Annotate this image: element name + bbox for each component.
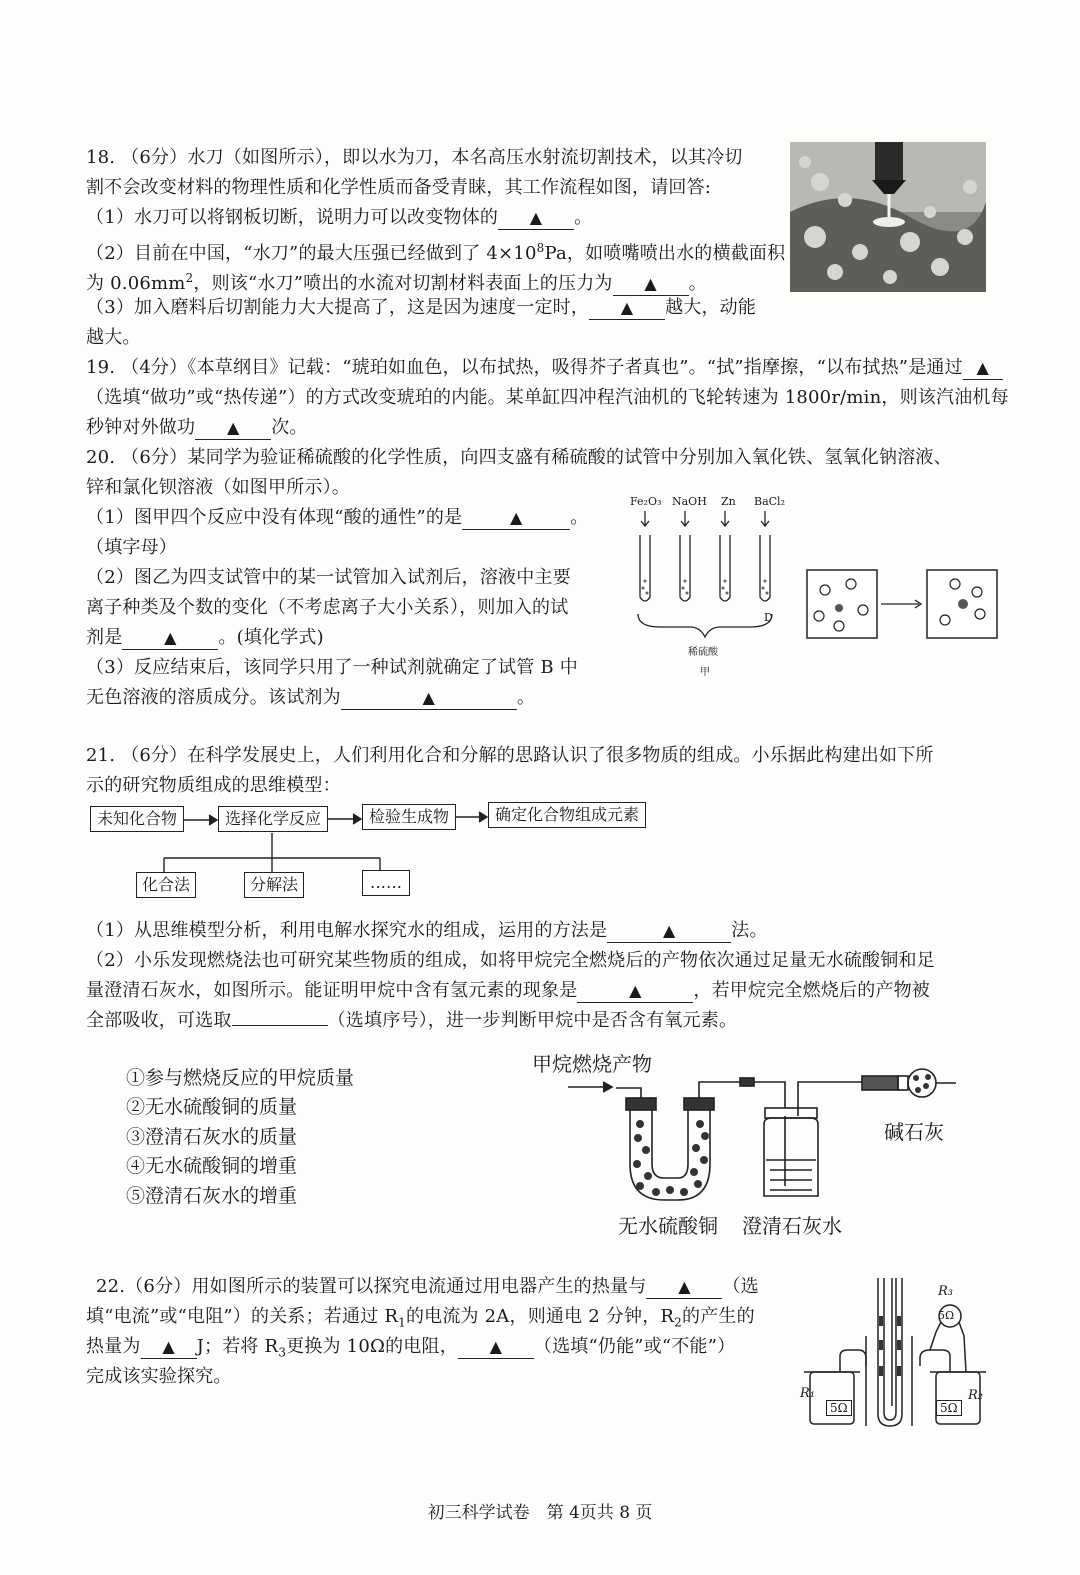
q20-question1: （1）图甲四个反应中没有体现“酸的通性”的是 ▲ 。 bbox=[86, 507, 589, 528]
option-4: ④无水硫酸铜的增重 bbox=[126, 1155, 298, 1177]
q18-line1: 18. （6分）水刀（如图所示），即以水为刀，本名高压水射流切割技术，以其冷切 bbox=[86, 147, 743, 168]
method-box-etc: …… bbox=[362, 870, 410, 896]
q22-line4: 完成该实验探究。 bbox=[86, 1366, 232, 1387]
flow-box-determine-elements: 确定化合物组成元素 bbox=[488, 802, 646, 828]
r3-value: 5Ω bbox=[938, 1309, 955, 1322]
q20-line9: 无色溶液的溶质成分。该试剂为 ▲ 。 bbox=[86, 687, 536, 708]
combustion-apparatus bbox=[560, 1068, 970, 1208]
limewater-label: 澄清石灰水 bbox=[742, 1214, 842, 1238]
answer-blank[interactable]: ▲ bbox=[122, 627, 218, 650]
test-tubes-drawing bbox=[630, 509, 800, 649]
q20-question3: （3）反应结束后，该同学只用了一种试剂就确定了试管 B 中 bbox=[86, 657, 578, 678]
reagent-label: BaCl₂ bbox=[754, 495, 785, 508]
option-3: ③澄清石灰水的质量 bbox=[126, 1126, 298, 1148]
q19-line2: （选填“做功”或“热传递”）的方式改变琥珀的内能。某单缸四冲程汽油机的飞轮转速为 1800r/min，则该汽油机每 bbox=[86, 387, 1009, 408]
r2-label: R₂ bbox=[968, 1388, 983, 1403]
q18-line2: 割不会改变材料的物理性质和化学性质而备受青睐，其工作流程如图，请回答: bbox=[86, 177, 712, 198]
q21-line6: 全部吸收，可选取 （选填序号），进一步判断甲烷中是否含有氧元素。 bbox=[86, 1010, 738, 1031]
q19-line1: 19. （4分）《本草纲目》记载：“琥珀如血色，以布拭热，吸得芥子者真也”。“拭”指摩擦，“以布拭热”是通过 ▲ bbox=[86, 353, 1003, 383]
q21-line5: 量澄清石灰水，如图所示。能证明甲烷中含有氢元素的现象是 ▲ ，若甲烷完全燃烧后的产物被 bbox=[86, 980, 931, 1001]
q19-line3: 秒钟对外做功 ▲ 次。 bbox=[86, 417, 308, 438]
q22-line1: 22.（6分）用如图所示的装置可以探究电流通过用电器产生的热量与 ▲ （选 bbox=[96, 1276, 759, 1297]
tube-label-d: D bbox=[764, 611, 773, 624]
answer-blank[interactable]: ▲ bbox=[462, 507, 570, 530]
answer-blank[interactable]: ▲ bbox=[646, 1276, 722, 1299]
answer-blank[interactable]: ▲ bbox=[498, 207, 574, 230]
option-5: ⑤澄清石灰水的增重 bbox=[126, 1185, 298, 1207]
ion-change-figure bbox=[805, 568, 1000, 642]
acid-label: 稀硫酸 bbox=[688, 647, 718, 658]
q20-line7: 剂是 ▲ 。(填化学式) bbox=[86, 627, 324, 648]
answer-blank[interactable]: ▲ bbox=[141, 1336, 197, 1359]
q20-line4: （填字母） bbox=[86, 537, 177, 558]
soda-lime-label: 碱石灰 bbox=[884, 1120, 944, 1144]
water-jet-photo bbox=[790, 142, 986, 292]
q22-line2: 填“电流”或“电阻”）的关系；若通过 $R_1$的电流为 2A，则通电 2 分钟，$R_2$的产生的 bbox=[86, 1306, 755, 1330]
r1-value: 5Ω bbox=[826, 1400, 852, 1416]
q20-question2: （2）图乙为四支试管中的某一试管加入试剂后，溶液中主要 bbox=[86, 567, 571, 588]
r3-label: R₃ bbox=[938, 1284, 953, 1299]
flow-box-select-reaction: 选择化学反应 bbox=[218, 806, 328, 832]
answer-blank[interactable]: ▲ bbox=[589, 297, 665, 320]
q18-question2-cont: 为 $0.06mm^2$，则该“水刀”喷出的水流对切割材料表面上的压力为 ▲ 。 bbox=[86, 271, 707, 294]
r2-value: 5Ω bbox=[936, 1400, 962, 1416]
flow-box-unknown-compound: 未知化合物 bbox=[90, 806, 184, 832]
method-box-combination: 化合法 bbox=[136, 872, 196, 898]
q21-question2: （2）小乐发现燃烧法也可研究某些物质的组成，如将甲烷完全燃烧后的产物依次通过足量无水硫酸铜和足 bbox=[86, 950, 935, 971]
q18-question2: （2）目前在中国，“水刀”的最大压强已经做到了 $4\times 10^8Pa$，如喷嘴喷出水的横截面积 bbox=[86, 241, 786, 264]
answer-blank[interactable] bbox=[232, 1025, 328, 1026]
test-tubes-figure bbox=[630, 495, 800, 685]
cuso4-label: 无水硫酸铜 bbox=[618, 1214, 718, 1238]
option-1: ①参与燃烧反应的甲烷质量 bbox=[126, 1067, 355, 1089]
answer-blank[interactable]: ▲ bbox=[195, 417, 271, 440]
answer-blank[interactable]: ▲ bbox=[458, 1336, 534, 1359]
reagent-label: Fe₂O₃ bbox=[630, 495, 662, 508]
flow-box-test-products: 检验生成物 bbox=[362, 804, 456, 830]
q21-line2: 示的研究物质组成的思维模型： bbox=[86, 775, 341, 796]
figure-caption: 甲 bbox=[700, 667, 710, 678]
q21-question1: （1）从思维模型分析，利用电解水探究水的组成，运用的方法是 ▲ 法。 bbox=[86, 920, 768, 941]
q18-question1: （1）水刀可以将钢板切断，说明力可以改变物体的 ▲ 。 bbox=[86, 207, 593, 228]
q20-line6: 离子种类及个数的变化（不考虑离子大小关系），则加入的试 bbox=[86, 597, 569, 618]
q21-line1: 21. （6分）在科学发展史上，人们利用化合和分解的思路认识了很多物质的组成。小乐据此构建出如下所 bbox=[86, 745, 934, 766]
q20-line1: 20. （6分）某同学为验证稀硫酸的化学性质，向四支盛有稀硫酸的试管中分别加入氧化铁、氢氧化钠溶液、 bbox=[86, 447, 952, 468]
answer-blank[interactable]: ▲ bbox=[577, 980, 693, 1003]
reagent-label: Zn bbox=[721, 495, 736, 508]
q20-line2: 锌和氯化钡溶液（如图甲所示）。 bbox=[86, 477, 350, 498]
inlet-label: 甲烷燃烧产物 bbox=[532, 1052, 652, 1076]
q18-line7: 越大。 bbox=[86, 327, 141, 348]
option-2: ②无水硫酸铜的质量 bbox=[126, 1096, 298, 1118]
q22-line3: 热量为 ▲ J；若将 $R_3$更换为 10Ω的电阻， ▲ （选填“仍能”或“不能”） bbox=[86, 1336, 736, 1360]
answer-blank[interactable]: ▲ bbox=[607, 920, 731, 943]
page-footer: 初三科学试卷 第 4页共 8 页 bbox=[427, 1503, 653, 1523]
answer-blank[interactable]: ▲ bbox=[963, 357, 1003, 380]
q18-question3: （3）加入磨料后切割能力大大提高了，这是因为速度一定时， ▲ 越大，动能 bbox=[86, 297, 757, 318]
method-box-decomposition: 分解法 bbox=[244, 872, 304, 898]
answer-blank[interactable]: ▲ bbox=[613, 273, 689, 296]
reagent-label: NaOH bbox=[672, 495, 707, 508]
r1-label: R₁ bbox=[800, 1386, 815, 1401]
answer-blank[interactable]: ▲ bbox=[341, 687, 517, 710]
